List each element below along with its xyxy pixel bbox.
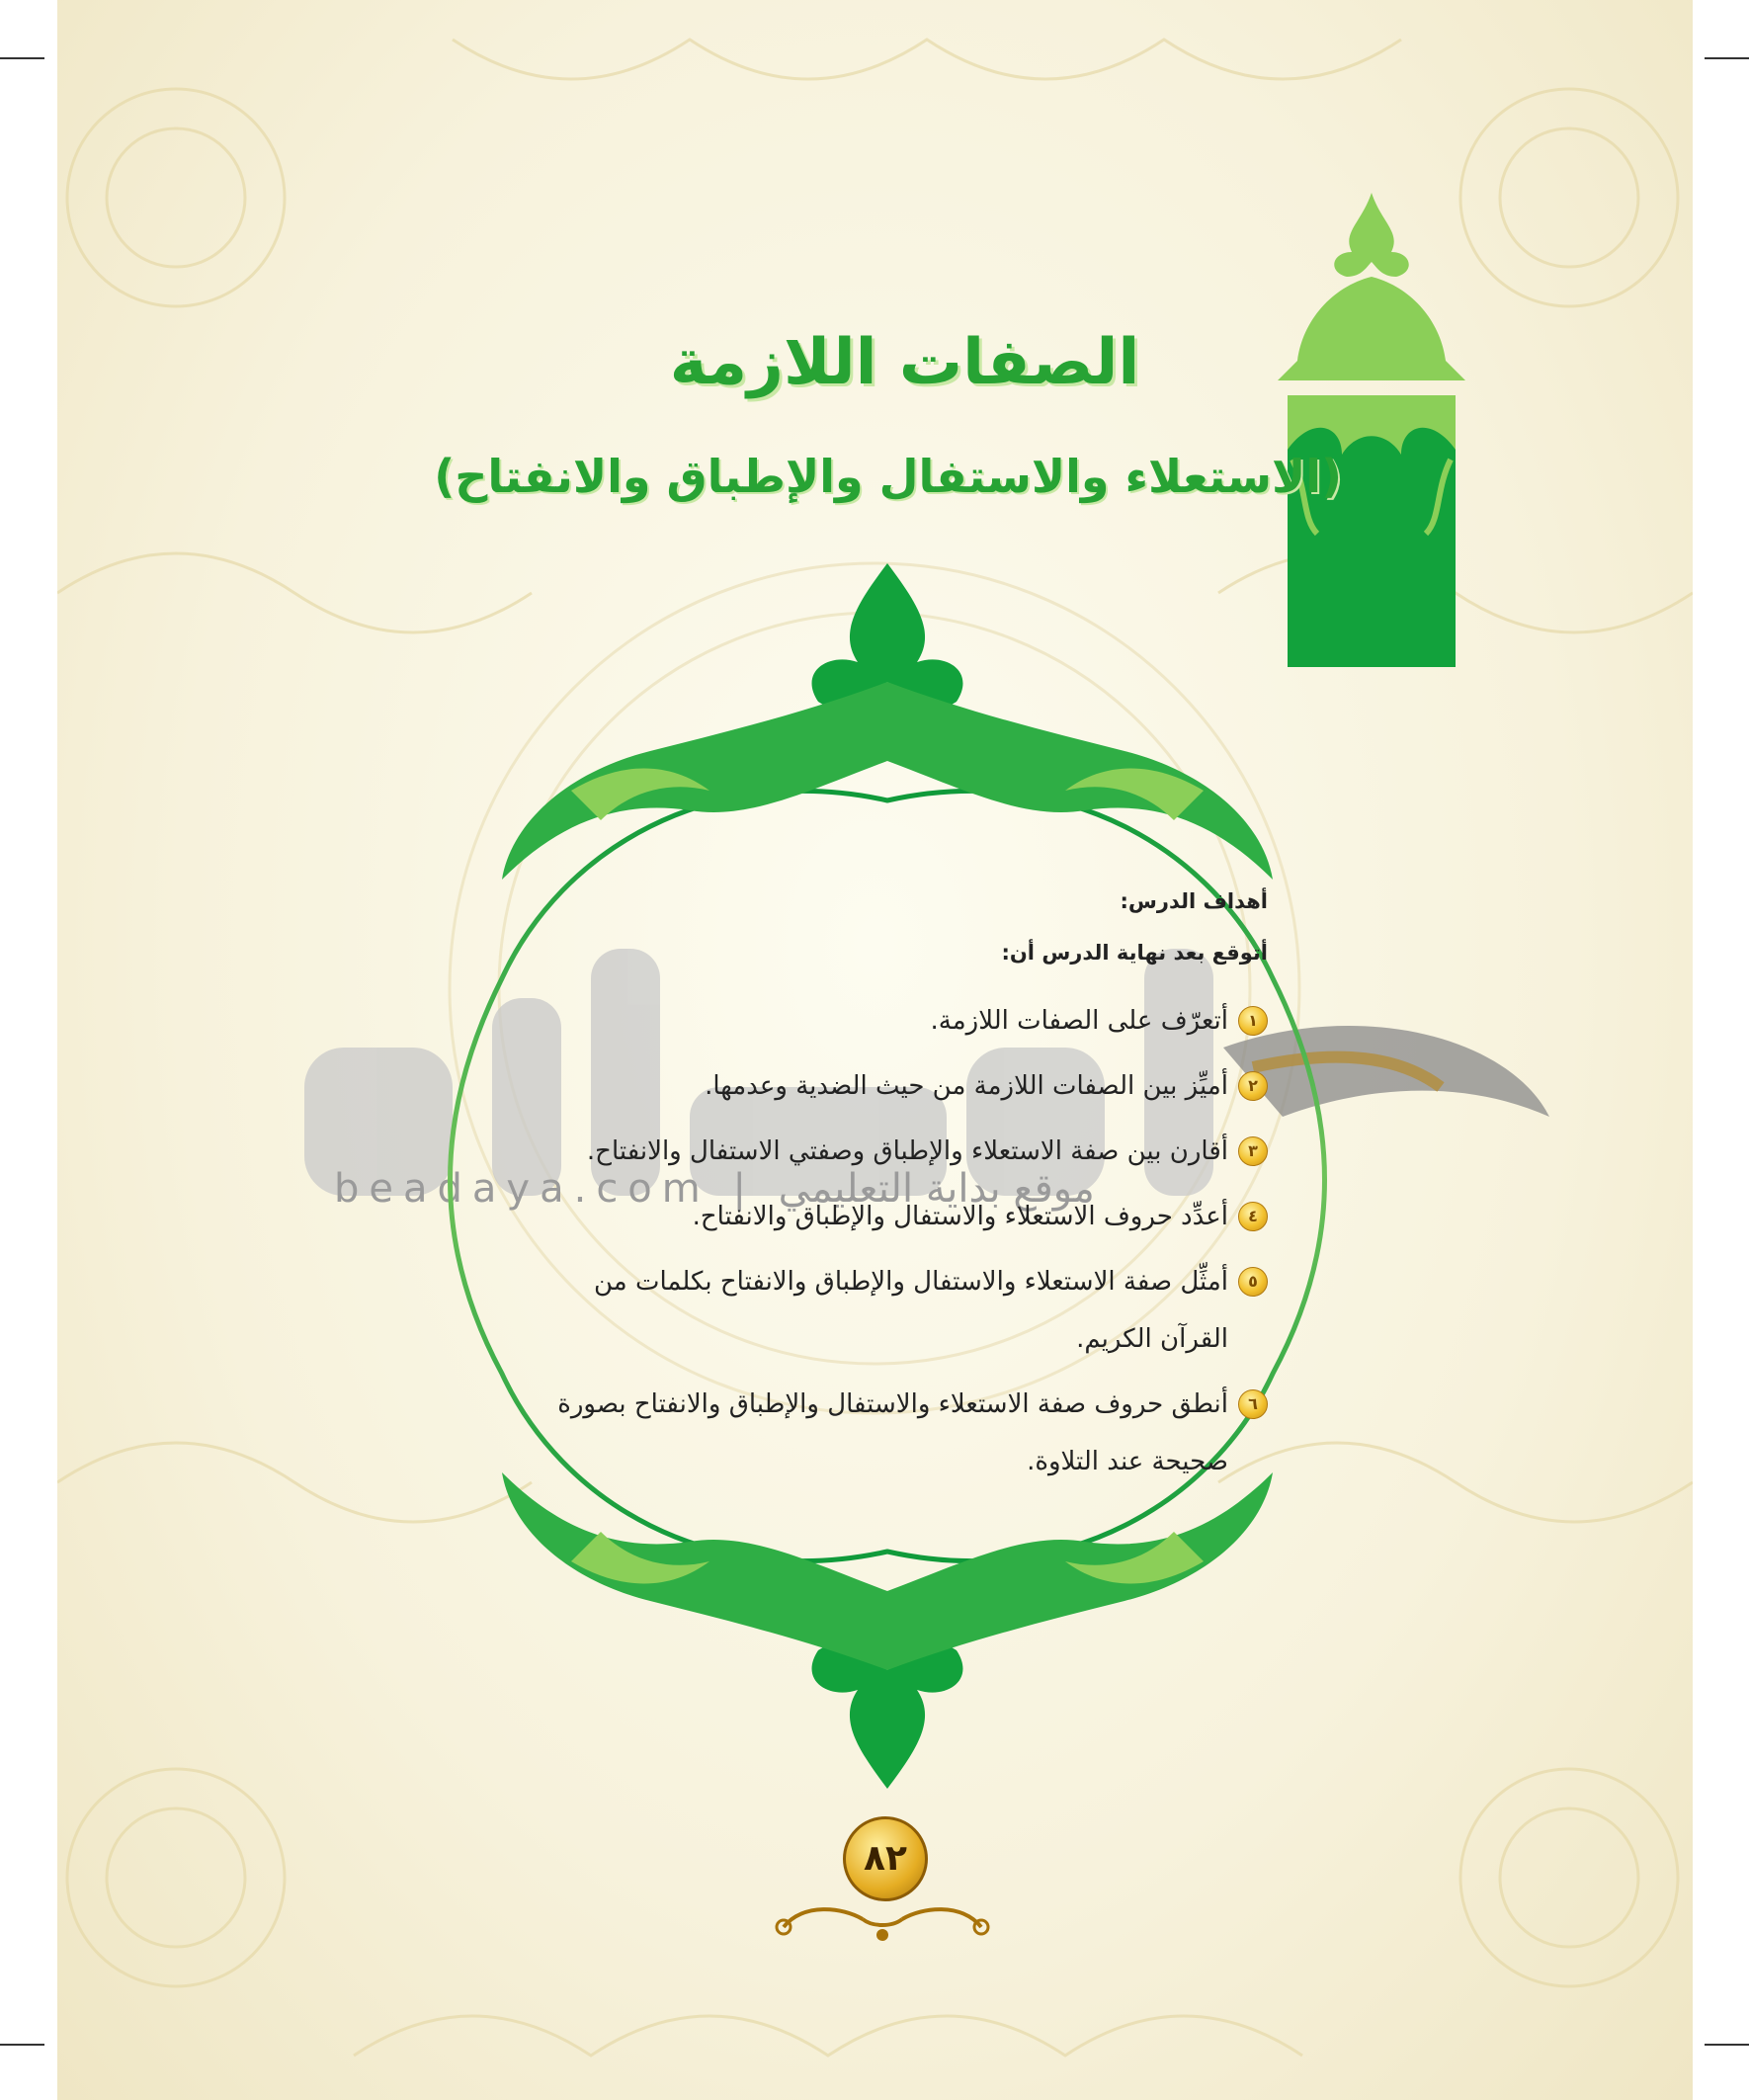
objective-item <box>532 1057 1268 1115</box>
crop-mark <box>1705 57 1749 59</box>
watermark-site: beadaya.com | موقع بداية التعليمي <box>334 1166 1095 1212</box>
crop-mark <box>0 57 44 59</box>
lesson-title: الصفات اللازمة <box>669 326 1140 399</box>
crop-mark <box>0 2044 44 2046</box>
objectives-heading: أهداف الدرس: <box>1120 889 1268 913</box>
objectives-list <box>532 992 1268 1490</box>
objective-item <box>532 1253 1268 1368</box>
objective-text: أقارن بين صفة الاستعلاء والإطباق وصفتي الاستفال والانفتاح. <box>586 1136 1228 1166</box>
page-number-ornament <box>764 1808 1001 1957</box>
objective-number-badge: ١ <box>1238 1006 1268 1036</box>
objective-text: أتعرّف على الصفات اللازمة. <box>930 1006 1228 1036</box>
objective-item <box>532 1376 1268 1490</box>
objective-item <box>532 992 1268 1050</box>
objective-item <box>532 1123 1268 1180</box>
crop-mark <box>1705 2044 1749 2046</box>
lesson-subtitle: (الاستعلاء والاستفال والإطباق والانفتاح) <box>434 450 1342 503</box>
objective-number-badge: ٤ <box>1238 1202 1268 1231</box>
objective-text: أمثِّل صفة الاستعلاء والاستفال والإطباق والانفتاح بكلمات من القرآن الكريم. <box>593 1267 1228 1354</box>
objective-number-badge: ٢ <box>1238 1071 1268 1101</box>
objective-number-badge: ٣ <box>1238 1136 1268 1166</box>
objective-item <box>532 1188 1268 1245</box>
objective-text: أميِّز بين الصفات اللازمة من حيث الضدية وعدمها. <box>705 1071 1228 1101</box>
lesson-objectives <box>532 889 1268 1498</box>
objective-text: أعدِّد حروف الاستعلاء والاستفال والإطباق والانفتاح. <box>692 1202 1228 1231</box>
objectives-intro: أتوقع بعد نهاية الدرس أن: <box>1001 941 1268 965</box>
page-number: ٨٢ <box>843 1816 928 1901</box>
objective-number-badge: ٥ <box>1238 1267 1268 1297</box>
objective-text: أنطق حروف صفة الاستعلاء والاستفال والإطباق والانفتاح بصورة صحيحة عند التلاوة. <box>557 1389 1228 1476</box>
book-page <box>57 0 1693 2100</box>
objective-number-badge: ٦ <box>1238 1389 1268 1419</box>
